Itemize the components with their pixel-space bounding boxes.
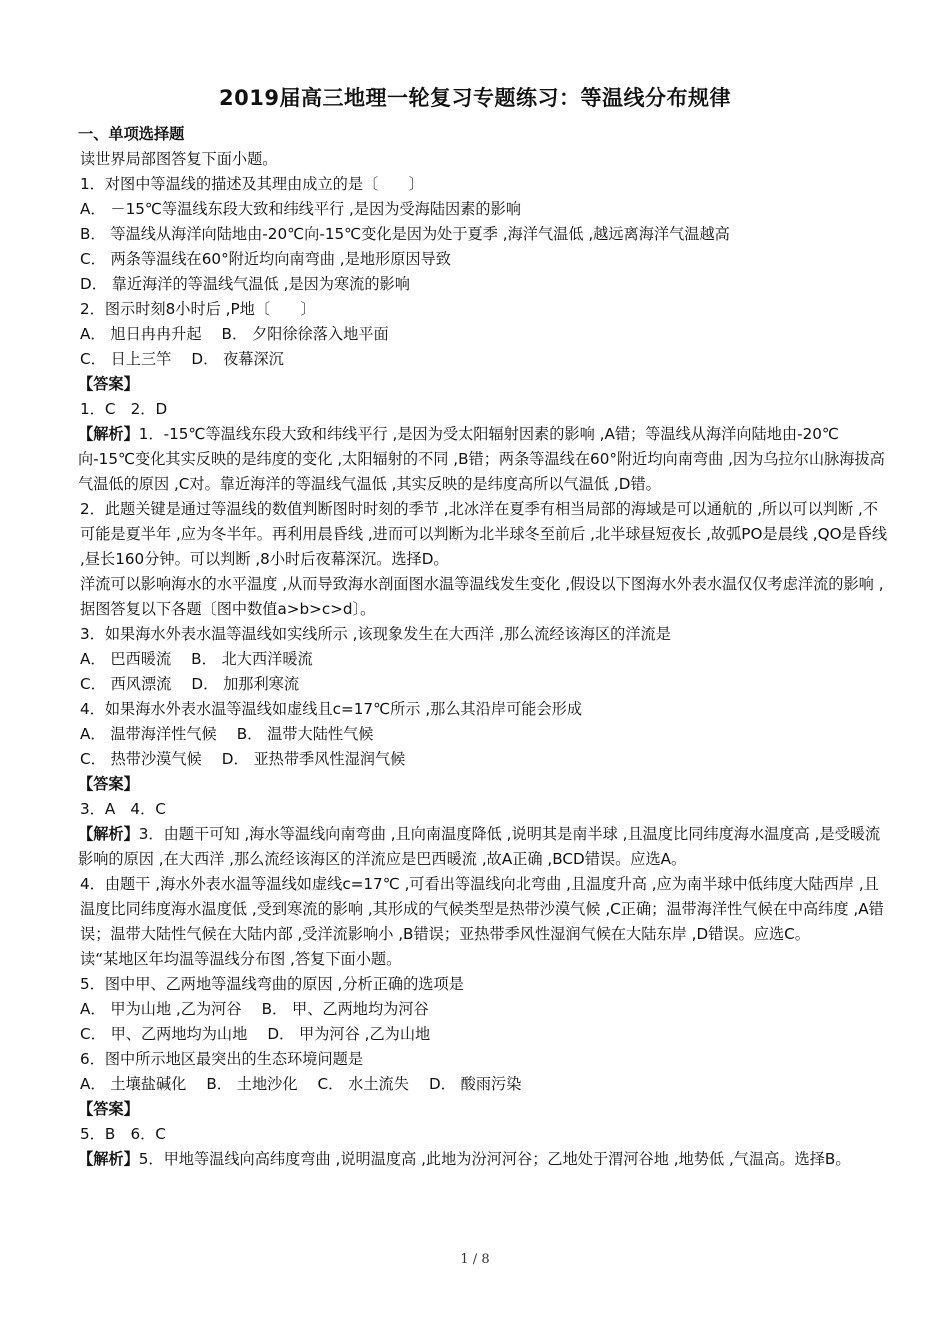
options-5ab: A． 甲为山地 ,乙为河谷 B． 甲、乙两地均为河谷 — [80, 1000, 429, 1018]
explanation-1: 【解析】1．-15℃等温线东段大致和纬线平行 ,是因为受太阳辐射因素的影响 ,A错；等温线从海洋向陆地由-20℃向-15℃变化其实反映的是纬度的变化 ,太阳辐射的不同 ,B错；两条等温线在60°附近均向南弯曲 ,因为乌拉尔山脉海拔高气温低的原因 ,C对。靠近海洋的等温线气温低 ,其实反映的是纬度高所以气温低 ,D错。 — [78, 425, 885, 493]
option-1b: B． 等温线从海洋向陆地由-20℃向-15℃变化是因为处于夏季 ,海洋气温低 ,越远离海洋气温越高 — [80, 225, 730, 243]
document-body — [78, 122, 888, 1172]
explanation-3: 【解析】3．由题干可知 ,海水等温线向南弯曲 ,且向南温度降低 ,说明其是南半球 ,且温度比同纬度海水温度高 ,是受暖流影响的原因 ,在大西洋 ,那么流经该海区的洋流应是巴西暖流 ,故A正确 ,BCD错误。应选A。 — [78, 825, 881, 868]
option-1a: A． －15℃等温线东段大致和纬线平行 ,是因为受海陆因素的影响 — [80, 200, 521, 218]
answer-5-6: 5．B 6．C — [80, 1125, 166, 1143]
analysis-label: 【解析】 — [78, 1150, 139, 1168]
analysis-label: 【解析】 — [78, 825, 139, 843]
question-6: 6．图中所示地区最突出的生态环境问题是 — [80, 1050, 364, 1068]
answer-3-4: 3．A 4．C — [80, 800, 166, 818]
options-5cd: C． 甲、乙两地均为山地 D． 甲为河谷 ,乙为山地 — [80, 1025, 431, 1043]
document-title: 2019届高三地理一轮复习专题练习：等温线分布规律 — [219, 86, 731, 110]
question-1: 1．对图中等温线的描述及其理由成立的是〔 〕 — [80, 175, 424, 193]
answer-label: 【答案】 — [78, 1100, 139, 1118]
options-3cd: C． 西风漂流 D． 加那利寒流 — [80, 675, 300, 693]
question-3: 3．如果海水外表水温等温线如实线所示 ,该现象发生在大西洋 ,那么流经该海区的洋流是 — [80, 625, 671, 643]
answer-1-2: 1．C 2．D — [80, 400, 168, 418]
explanation-5: 【解析】5．甲地等温线向高纬度弯曲 ,说明温度高 ,此地为汾河河谷；乙地处于渭河谷地 ,地势低 ,气温高。选择B。 — [78, 1150, 851, 1168]
options-2cd: C． 日上三竿 D． 夜幕深沉 — [80, 350, 284, 368]
option-1c: C． 两条等温线在60°附近均向南弯曲 ,是地形原因导致 — [80, 250, 451, 268]
options-3ab: A． 巴西暖流 B． 北大西洋暖流 — [80, 650, 313, 668]
question-intro: 读世界局部图答复下面小题。 — [80, 150, 278, 168]
options-6: A． 土壤盐碱化 B． 土地沙化 C． 水土流失 D． 酸雨污染 — [80, 1075, 522, 1093]
section-heading: 一、单项选择题 — [78, 125, 185, 143]
page-number: 1 / 8 — [460, 1252, 490, 1267]
analysis-label: 【解析】 — [78, 425, 139, 443]
question-intro: 读“某地区年均温等温线分布图 ,答复下面小题。 — [80, 950, 402, 968]
options-4ab: A． 温带海洋性气候 B． 温带大陆性气候 — [80, 725, 374, 743]
explanation-4: 4．由题干 ,海水外表水温等温线如虚线c=17℃ ,可看出等温线向北弯曲 ,且温度升高 ,应为南半球中低纬度大陆西岸 ,且温度比同纬度海水温度低 ,受到寒流的影响 ,其形成的气候类型是热带沙漠气候 ,C正确；温带海洋性气候在中高纬度 ,A错误；温带大陆性气候在大陆内部 ,受洋流影响小 ,B错误；亚热带季风性湿润气候在大陆东岸 ,D错误。应选C。 — [80, 875, 884, 943]
options-2ab: A． 旭日冉冉升起 B． 夕阳徐徐落入地平面 — [80, 325, 389, 343]
options-4cd: C． 热带沙漠气候 D． 亚热带季风性湿润气候 — [80, 750, 406, 768]
answer-label: 【答案】 — [78, 375, 139, 393]
option-1d: D． 靠近海洋的等温线气温低 ,是因为寒流的影响 — [80, 275, 410, 293]
question-4: 4．如果海水外表水温等温线如虚线且c=17℃所示 ,那么其沿岸可能会形成 — [80, 700, 583, 718]
question-2: 2．图示时刻8小时后 ,P地〔 〕 — [80, 300, 316, 318]
explanation-2: 2．此题关键是通过等温线的数值判断图时时刻的季节 ,北冰洋在夏季有相当局部的海域是可以通航的 ,所以可以判断 ,不可能是夏半年 ,应为冬半年。再利用晨昏线 ,进而可以判断为北半球冬至前后 ,北半球昼短夜长 ,故弧PO是晨线 ,QO是昏线 ,昼长160分钟。可以判断 ,8小时后夜幕深沉。选择D。 — [80, 500, 888, 568]
question-intro: 洋流可以影响海水的水平温度 ,从而导致海水剖面图水温等温线发生变化 ,假设以下图海水外表水温仅仅考虑洋流的影响 ,据图答复以下各题〔图中数值a>b>c>d〕。 — [80, 575, 884, 618]
answer-label: 【答案】 — [78, 775, 139, 793]
question-5: 5．图中甲、乙两地等温线弯曲的原因 ,分析正确的选项是 — [80, 975, 464, 993]
